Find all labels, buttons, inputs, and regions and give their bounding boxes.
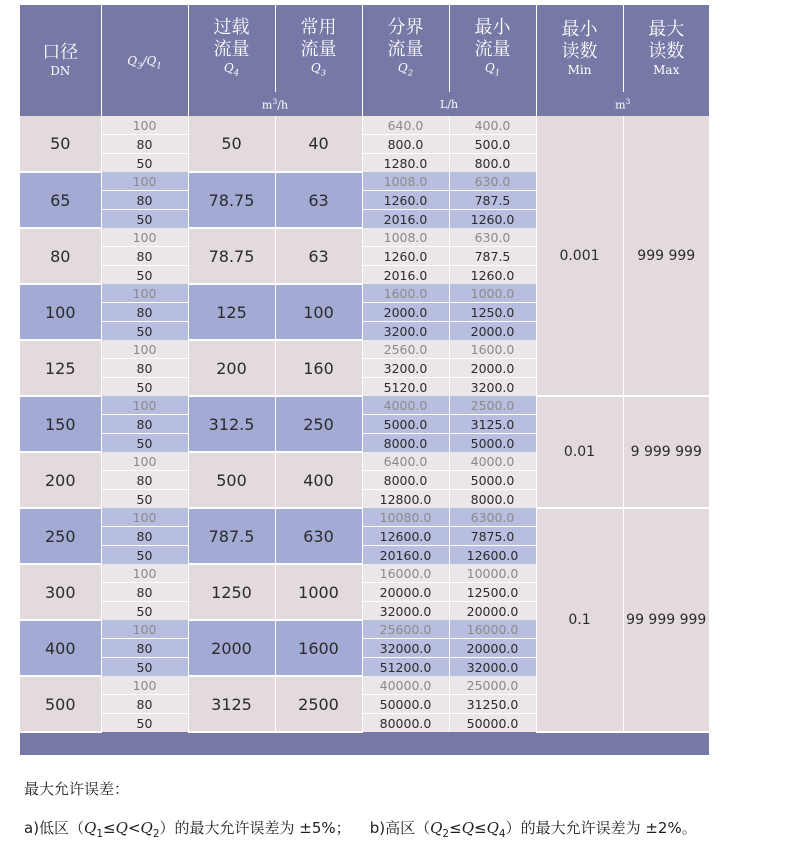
q1-cell: 630.0 <box>449 228 536 247</box>
ratio-cell: 50 <box>101 546 188 565</box>
q2-cell: 3200.0 <box>362 359 449 378</box>
min-reading-cell: 0.01 <box>536 396 623 508</box>
q2-cell: 1008.0 <box>362 228 449 247</box>
q2-cell: 1600.0 <box>362 284 449 303</box>
q1-cell: 20000.0 <box>449 639 536 658</box>
ratio-cell: 80 <box>101 359 188 378</box>
q2-cell: 640.0 <box>362 116 449 135</box>
ratio-cell: 50 <box>101 602 188 621</box>
q1-cell: 10000.0 <box>449 564 536 583</box>
q4-cell: 78.75 <box>188 172 275 228</box>
q1-cell: 5000.0 <box>449 471 536 490</box>
q2-cell: 4000.0 <box>362 396 449 415</box>
ratio-cell: 100 <box>101 116 188 135</box>
ratio-cell: 50 <box>101 154 188 173</box>
q1-cell: 3200.0 <box>449 378 536 397</box>
q1-cell: 2500.0 <box>449 396 536 415</box>
q1-cell: 32000.0 <box>449 658 536 677</box>
ratio-cell: 100 <box>101 172 188 191</box>
dn-cell: 400 <box>20 620 101 676</box>
spec-table-wrap <box>20 5 709 755</box>
q2-cell: 1008.0 <box>362 172 449 191</box>
q1-cell: 7875.0 <box>449 527 536 546</box>
dn-cell: 100 <box>20 284 101 340</box>
ratio-cell: 50 <box>101 378 188 397</box>
q2-cell: 1260.0 <box>362 191 449 210</box>
q1-cell: 5000.0 <box>449 434 536 453</box>
q1-cell: 20000.0 <box>449 602 536 621</box>
header-max: 最大 读数 Max <box>623 5 709 92</box>
unit-m3h: $m^3/h$ <box>188 92 362 116</box>
ratio-cell: 100 <box>101 340 188 359</box>
q1-cell: 16000.0 <box>449 620 536 639</box>
q4-cell: 2000 <box>188 620 275 676</box>
q4-cell: 500 <box>188 452 275 508</box>
q3-cell: 630 <box>275 508 362 564</box>
unit-m3: $m^3$ <box>536 92 709 116</box>
q3-cell: 160 <box>275 340 362 396</box>
header-ratio: $Q_3/Q_1$ <box>101 5 188 116</box>
ratio-cell: 50 <box>101 266 188 285</box>
ratio-cell: 80 <box>101 639 188 658</box>
q1-cell: 400.0 <box>449 116 536 135</box>
q2-cell: 12600.0 <box>362 527 449 546</box>
q3-cell: 2500 <box>275 676 362 732</box>
notes-title: 最大允许误差： <box>24 780 130 798</box>
q2-cell: 1280.0 <box>362 154 449 173</box>
ratio-cell: 100 <box>101 676 188 695</box>
q2-cell: 10080.0 <box>362 508 449 527</box>
q2-cell: 16000.0 <box>362 564 449 583</box>
dn-cell: 150 <box>20 396 101 452</box>
ratio-cell: 100 <box>101 452 188 471</box>
header-q1: 最小 流量 $Q_1$ <box>449 5 536 92</box>
q1-cell: 1250.0 <box>449 303 536 322</box>
ratio-cell: 80 <box>101 695 188 714</box>
q4-cell: 1250 <box>188 564 275 620</box>
header-q3: 常用 流量 $Q_3$ <box>275 5 362 92</box>
q1-cell: 25000.0 <box>449 676 536 695</box>
q1-cell: 1600.0 <box>449 340 536 359</box>
ratio-cell: 50 <box>101 658 188 677</box>
header-dn: 口径 DN <box>20 5 101 116</box>
q4-cell: 3125 <box>188 676 275 732</box>
table-footer-bar <box>20 732 709 755</box>
unit-lh: L/h <box>362 92 536 116</box>
max-reading-cell: 99 999 999 <box>623 508 709 732</box>
ratio-cell: 50 <box>101 434 188 453</box>
q4-cell: 787.5 <box>188 508 275 564</box>
ratio-cell: 80 <box>101 471 188 490</box>
q3-cell: 40 <box>275 116 362 172</box>
dn-cell: 200 <box>20 452 101 508</box>
q1-cell: 800.0 <box>449 154 536 173</box>
q2-cell: 2016.0 <box>362 266 449 285</box>
q2-cell: 6400.0 <box>362 452 449 471</box>
q2-cell: 40000.0 <box>362 676 449 695</box>
notes <box>24 778 697 840</box>
table-row <box>20 396 709 415</box>
q2-cell: 8000.0 <box>362 434 449 453</box>
table-row <box>20 116 709 135</box>
q1-cell: 630.0 <box>449 172 536 191</box>
q3-cell: 1000 <box>275 564 362 620</box>
q2-cell: 2016.0 <box>362 210 449 229</box>
ratio-cell: 100 <box>101 620 188 639</box>
spec-table <box>20 5 709 755</box>
ratio-cell: 100 <box>101 564 188 583</box>
q1-cell: 500.0 <box>449 135 536 154</box>
q1-cell: 50000.0 <box>449 714 536 733</box>
q4-cell: 50 <box>188 116 275 172</box>
q3-cell: 63 <box>275 172 362 228</box>
header-q4: 过载 流量 $Q_4$ <box>188 5 275 92</box>
q4-cell: 200 <box>188 340 275 396</box>
q4-cell: 125 <box>188 284 275 340</box>
ratio-cell: 80 <box>101 415 188 434</box>
q3-cell: 250 <box>275 396 362 452</box>
q1-cell: 3125.0 <box>449 415 536 434</box>
max-reading-cell: 999 999 <box>623 116 709 396</box>
min-reading-cell: 0.1 <box>536 508 623 732</box>
ratio-cell: 50 <box>101 490 188 509</box>
ratio-cell: 80 <box>101 135 188 154</box>
q1-cell: 8000.0 <box>449 490 536 509</box>
q1-cell: 2000.0 <box>449 322 536 341</box>
q3-cell: 400 <box>275 452 362 508</box>
spec-table-body <box>20 116 709 755</box>
q1-cell: 4000.0 <box>449 452 536 471</box>
dn-cell: 500 <box>20 676 101 732</box>
dn-cell: 300 <box>20 564 101 620</box>
ratio-cell: 80 <box>101 303 188 322</box>
q2-cell: 2000.0 <box>362 303 449 322</box>
dn-cell: 65 <box>20 172 101 228</box>
ratio-cell: 100 <box>101 396 188 415</box>
q3-cell: 63 <box>275 228 362 284</box>
q1-cell: 1000.0 <box>449 284 536 303</box>
q2-cell: 20000.0 <box>362 583 449 602</box>
ratio-cell: 100 <box>101 508 188 527</box>
q2-cell: 5120.0 <box>362 378 449 397</box>
dn-cell: 125 <box>20 340 101 396</box>
q2-cell: 50000.0 <box>362 695 449 714</box>
footer-bar <box>20 732 709 755</box>
q2-cell: 51200.0 <box>362 658 449 677</box>
q2-cell: 12800.0 <box>362 490 449 509</box>
q1-cell: 787.5 <box>449 191 536 210</box>
q2-cell: 25600.0 <box>362 620 449 639</box>
q2-cell: 32000.0 <box>362 602 449 621</box>
ratio-cell: 80 <box>101 191 188 210</box>
q3-cell: 100 <box>275 284 362 340</box>
q2-cell: 80000.0 <box>362 714 449 733</box>
header-q2: 分界 流量 $Q_2$ <box>362 5 449 92</box>
dn-cell: 80 <box>20 228 101 284</box>
ratio-cell: 50 <box>101 322 188 341</box>
max-reading-cell: 9 999 999 <box>623 396 709 508</box>
q2-cell: 32000.0 <box>362 639 449 658</box>
q2-cell: 800.0 <box>362 135 449 154</box>
q4-cell: 312.5 <box>188 396 275 452</box>
ratio-cell: 80 <box>101 247 188 266</box>
q1-cell: 787.5 <box>449 247 536 266</box>
q1-cell: 1260.0 <box>449 210 536 229</box>
ratio-cell: 80 <box>101 583 188 602</box>
q2-cell: 5000.0 <box>362 415 449 434</box>
q2-cell: 3200.0 <box>362 322 449 341</box>
ratio-cell: 100 <box>101 228 188 247</box>
dn-cell: 250 <box>20 508 101 564</box>
q2-cell: 8000.0 <box>362 471 449 490</box>
dn-cell: 50 <box>20 116 101 172</box>
q2-cell: 2560.0 <box>362 340 449 359</box>
ratio-cell: 100 <box>101 284 188 303</box>
q1-cell: 12500.0 <box>449 583 536 602</box>
header-min: 最小 读数 Min <box>536 5 623 92</box>
q1-cell: 1260.0 <box>449 266 536 285</box>
min-reading-cell: 0.001 <box>536 116 623 396</box>
table-row <box>20 508 709 527</box>
ratio-cell: 50 <box>101 714 188 733</box>
ratio-cell: 50 <box>101 210 188 229</box>
q4-cell: 78.75 <box>188 228 275 284</box>
q1-cell: 6300.0 <box>449 508 536 527</box>
q2-cell: 20160.0 <box>362 546 449 565</box>
notes-line: a)低区$(Q_1\le Q<Q_2)$的最大允许误差为 ±5%； b)高区$(Q_2\le Q\le Q_4)$的最大允许误差为 ±2%。 <box>24 819 697 840</box>
q1-cell: 2000.0 <box>449 359 536 378</box>
ratio-cell: 80 <box>101 527 188 546</box>
q1-cell: 31250.0 <box>449 695 536 714</box>
q3-cell: 1600 <box>275 620 362 676</box>
q2-cell: 1260.0 <box>362 247 449 266</box>
q1-cell: 12600.0 <box>449 546 536 565</box>
